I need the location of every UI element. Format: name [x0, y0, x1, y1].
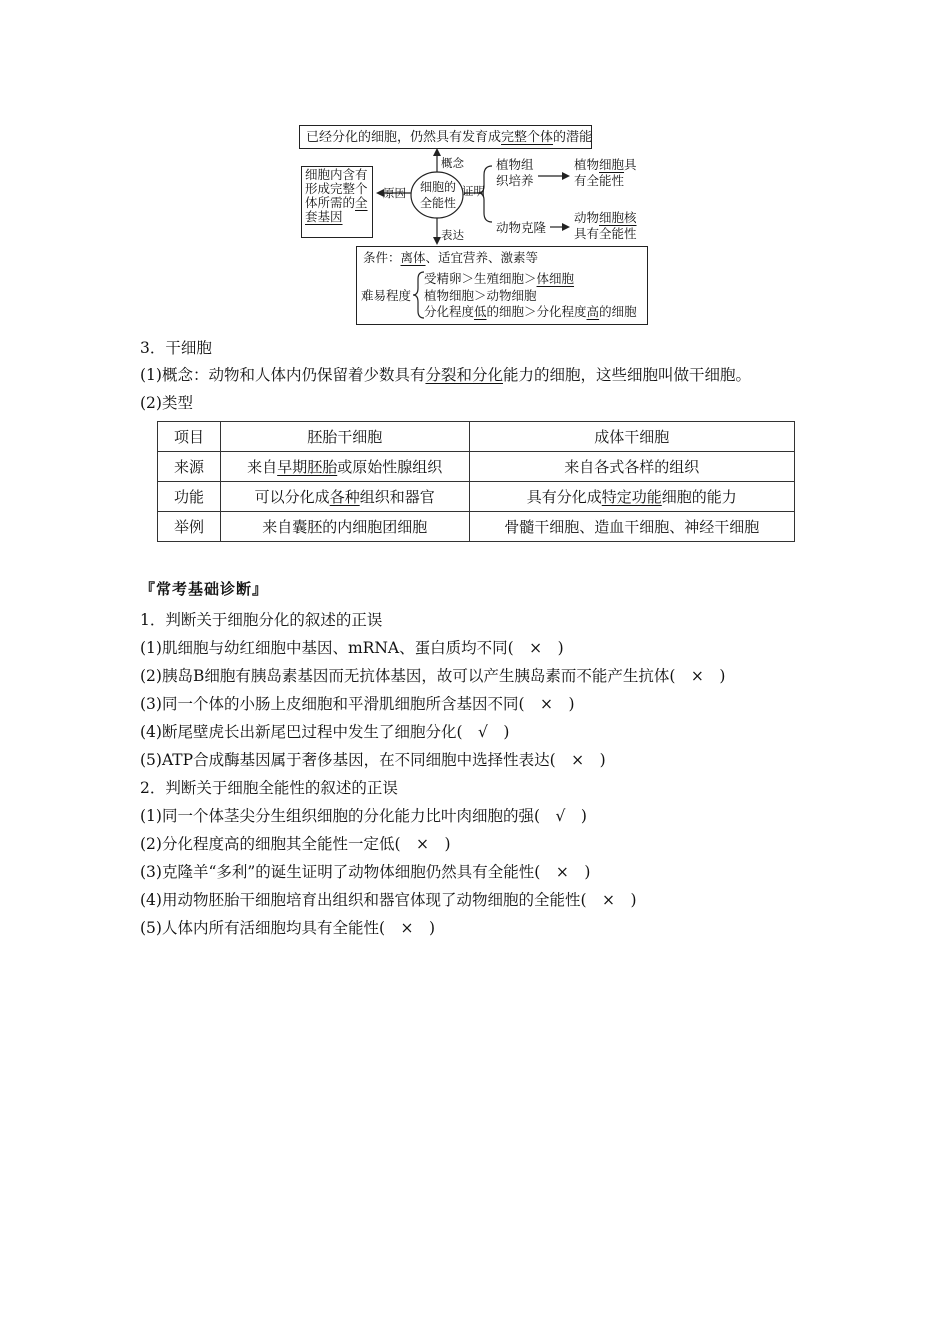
q1-item: (3)同一个体的小肠上皮细胞和平滑肌细胞所含基因不同( × ): [140, 695, 575, 713]
table-header: 胚胎干细胞: [220, 422, 469, 452]
plant-result-text: 植物: [574, 157, 600, 172]
concept-box: [299, 125, 592, 149]
animal-result: [574, 210, 637, 242]
table-row: [158, 482, 795, 512]
difficulty-underlined: 低: [474, 304, 487, 319]
stem-cell-table: [157, 421, 795, 542]
q1-item: (1)肌细胞与幼红细胞中基因、mRNA、蛋白质均不同( × ): [140, 639, 564, 657]
section3-heading: 3．干细胞: [140, 339, 212, 357]
table-cell: [220, 482, 469, 512]
center-line: 细胞的: [419, 180, 456, 194]
difficulty-text: 的细胞: [599, 304, 637, 319]
table-header: 项目: [158, 422, 221, 452]
q2-item: (5)人体内所有活细胞均具有全能性( × ): [140, 919, 436, 937]
difficulty-list: [424, 271, 637, 321]
diagnosis-banner: 『常考基础诊断』: [140, 580, 269, 598]
difficulty-underlined: 高: [586, 304, 600, 319]
difficulty-text: 分化程度: [424, 304, 475, 319]
table-header: 成体干细胞: [469, 422, 795, 452]
reason-underlined: 套基因: [305, 209, 343, 224]
animal-result-underlined: 细胞核: [599, 210, 637, 225]
condition-text: 条件：: [363, 250, 401, 265]
center-label: [418, 179, 458, 211]
q2-title: 2．判断关于细胞全能性的叙述的正误: [140, 779, 398, 797]
stem-cell-concept: [140, 364, 751, 386]
cell-text: 细胞的能力: [661, 488, 737, 506]
label-proof: 证明: [462, 184, 485, 198]
cell-underlined: 早期胚胎: [277, 458, 338, 476]
table-cell: [220, 512, 469, 542]
types-label: (2)类型: [140, 394, 193, 412]
animal-clone: 动物克隆: [496, 220, 547, 235]
reason-line: 形成完整个: [305, 181, 368, 196]
animal-result-text: 具有全能性: [574, 226, 637, 241]
reason-box: [301, 166, 373, 238]
difficulty-label: 难易程度: [361, 288, 412, 303]
concept-text: 已经分化的细胞，仍然具有发育成: [306, 130, 502, 145]
plant-result-underlined: 细胞: [599, 157, 625, 172]
table-cell-item: 举例: [158, 512, 221, 542]
cell-underlined: 特定功能: [601, 488, 662, 506]
cell-text: 骨髓干细胞、造血干细胞、神经干细胞: [504, 518, 760, 536]
table-row: [158, 452, 795, 482]
plant-culture: [496, 157, 534, 189]
q2-item: (3)克隆羊“多利”的诞生证明了动物体细胞仍然具有全能性( × ): [140, 863, 591, 881]
label-reason: 原因: [383, 186, 406, 200]
difficulty-underlined: 体细胞: [536, 271, 575, 286]
table-cell: [469, 452, 795, 482]
center-line: 全能性: [419, 196, 456, 210]
q1-item: (2)胰岛B细胞有胰岛素基因而无抗体基因，故可以产生胰岛素而不能产生抗体( × ): [140, 667, 726, 685]
condition-underlined: 离体: [400, 250, 426, 265]
cell-text: 可以分化成: [254, 488, 330, 506]
cell-underlined: 各种: [329, 488, 360, 506]
q2-item: (2)分化程度高的细胞其全能性一定低( × ): [140, 835, 451, 853]
cell-text: 具有分化成: [526, 488, 602, 506]
reason-underlined: 全: [355, 195, 368, 210]
cell-text: 来自各式各样的组织: [564, 458, 700, 476]
table-cell: [469, 482, 795, 512]
table-cell-item: 功能: [158, 482, 221, 512]
label-express: 表达: [441, 228, 464, 242]
plant-result-text: 具: [624, 157, 637, 172]
difficulty-text: 的细胞＞分化程度: [486, 304, 587, 319]
difficulty-text: 植物细胞＞动物细胞: [424, 287, 537, 303]
cell-text: 来自: [247, 458, 278, 476]
concept-text: (1)概念：动物和人体内仍保留着少数具有: [140, 366, 426, 384]
table-header-row: [158, 422, 795, 452]
table-cell: [469, 512, 795, 542]
reason-line: 体所需的: [305, 195, 356, 210]
expression-box: [356, 246, 648, 325]
concept-text: 能力的细胞，这些细胞叫做干细胞。: [502, 366, 751, 384]
condition-text: 、适宜营养、激素等: [425, 250, 539, 265]
condition-line: [363, 249, 538, 266]
cell-text: 组织和器官: [359, 488, 435, 506]
q1-title: 1．判断关于细胞分化的叙述的正误: [140, 611, 383, 629]
plant-result-text: 有全能性: [574, 173, 625, 188]
q1-item: (5)ATP合成酶基因属于奢侈基因，在不同细胞中选择性表达( × ): [140, 751, 606, 769]
plant-result: [574, 157, 637, 189]
q2-item: (1)同一个体茎尖分生组织细胞的分化能力比叶肉细胞的强( √ ): [140, 807, 587, 825]
table-row: [158, 512, 795, 542]
table-cell-item: 来源: [158, 452, 221, 482]
reason-line: 细胞内含有: [305, 167, 368, 182]
plant-culture-line: 植物组: [496, 157, 534, 172]
concept-text-underlined: 完整个体: [501, 130, 554, 145]
label-concept: 概念: [441, 156, 464, 170]
animal-result-text: 动物: [574, 210, 600, 225]
plant-culture-line: 织培养: [496, 173, 534, 188]
cell-text: 或原始性腺组织: [337, 458, 443, 476]
q2-item: (4)用动物胚胎干细胞培育出组织和器官体现了动物细胞的全能性( × ): [140, 891, 637, 909]
difficulty-text: 受精卵＞生殖细胞＞: [424, 271, 537, 286]
cell-text: 来自囊胚的内细胞团细胞: [262, 518, 428, 536]
q1-item: (4)断尾壁虎长出新尾巴过程中发生了细胞分化( √ ): [140, 723, 510, 741]
table-cell: [220, 452, 469, 482]
concept-text-end: 的潜能: [553, 130, 593, 145]
concept-underlined: 分裂和分化: [425, 366, 503, 384]
